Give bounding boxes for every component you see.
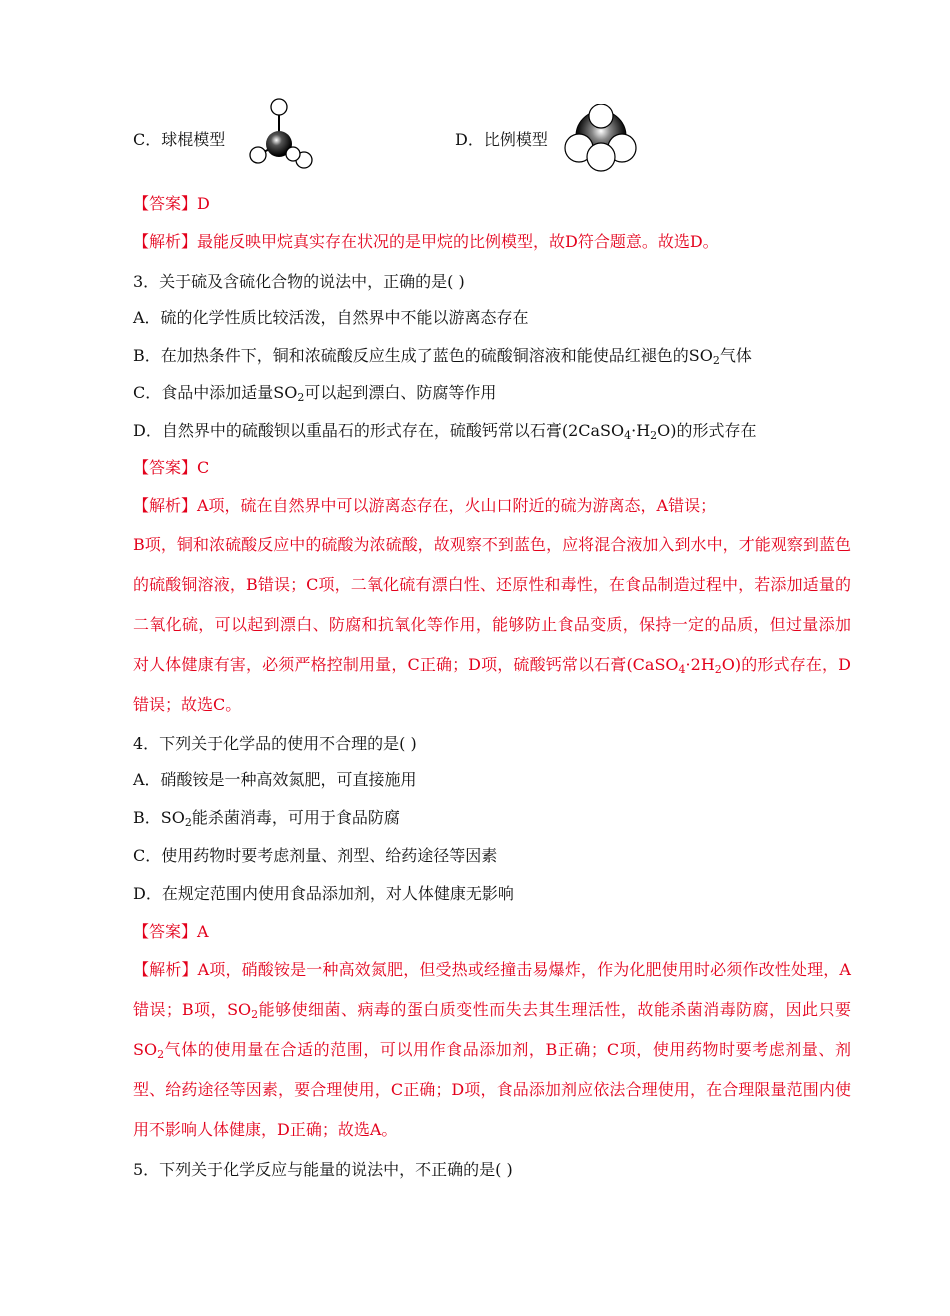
q3-answer: 【答案】C: [133, 458, 210, 477]
q3-option-d: D．自然界中的硫酸钡以重晶石的形式存在，硫酸钙常以石膏$(2CaSO_4\cdot H_2O)$的形式存在: [133, 421, 757, 442]
ball-and-stick-model-image: [238, 96, 320, 174]
space-filling-model-image: [562, 104, 640, 174]
q2-analysis: 【解析】最能反映甲烷真实存在状况的是甲烷的比例模型，故D符合题意。故选D。: [133, 232, 719, 251]
option-d-space-filling: D．比例模型: [455, 130, 548, 149]
q4-answer: 【答案】A: [133, 922, 209, 941]
q3-option-b: B．在加热条件下，铜和浓硫酸反应生成了蓝色的硫酸铜溶液和能使品红褪色的$SO_2$气体: [133, 346, 752, 367]
q4-option-c: C．使用药物时要考虑剂量、剂型、给药途径等因素: [133, 846, 498, 865]
q4-option-b: B．$SO_2$能杀菌消毒，可用于食品防腐: [133, 808, 400, 829]
q4-analysis: 【解析】A项，硝酸铵是一种高效氮肥，但受热或经撞击易爆炸，作为化肥使用时必须作改性处理，A错误；B项，$SO_2$能够使细菌、病毒的蛋白质变性而失去其生理活性，故能杀菌消毒防腐，因此只要$SO_2$气体的使用量在合适的范围，可以用作食品添加剂，B正确；C项，使用药物时要考虑剂量、剂型、给药途径等因素，要合理使用，C正确；D项，食品添加剂应依法合理使用，在合理限量范围内使用不影响人体健康，D正确；故选A。: [133, 960, 851, 1139]
q3-analysis-body: B项，铜和浓硫酸反应中的硫酸为浓硫酸，故观察不到蓝色，应将混合液加入到水中，才能观察到蓝色的硫酸铜溶液，B错误；C项，二氧化硫有漂白性、还原性和毒性，在食品制造过程中，若添加适量的二氧化硫，可以起到漂白、防腐和抗氧化等作用，能够防止食品变质，保持一定的品质，但过量添加对人体健康有害，必须严格控制用量，C正确；D项，硫酸钙常以石膏$(CaSO_4\cdot 2H_2O)$的形式存在，D错误；故选C。: [133, 535, 851, 714]
q3-option-a: A．硫的化学性质比较活泼，自然界中不能以游离态存在: [133, 308, 529, 327]
q4-option-a: A．硝酸铵是一种高效氮肥，可直接施用: [133, 770, 417, 789]
q3-option-c: C．食品中添加适量$SO_2$可以起到漂白、防腐等作用: [133, 383, 497, 404]
q2-answer: 【答案】D: [133, 194, 210, 213]
option-c-ball-stick: C．球棍模型: [133, 130, 226, 149]
q4-option-d: D．在规定范围内使用食品添加剂，对人体健康无影响: [133, 884, 514, 903]
q3-analysis-line1: 【解析】A项，硫在自然界中可以游离态存在，火山口附近的硫为游离态，A错误；: [133, 496, 717, 515]
q3-stem: 3．关于硫及含硫化合物的说法中，正确的是( ): [133, 272, 465, 291]
q5-stem: 5．下列关于化学反应与能量的说法中，不正确的是( ): [133, 1160, 513, 1179]
q4-stem: 4．下列关于化学品的使用不合理的是( ): [133, 734, 417, 753]
